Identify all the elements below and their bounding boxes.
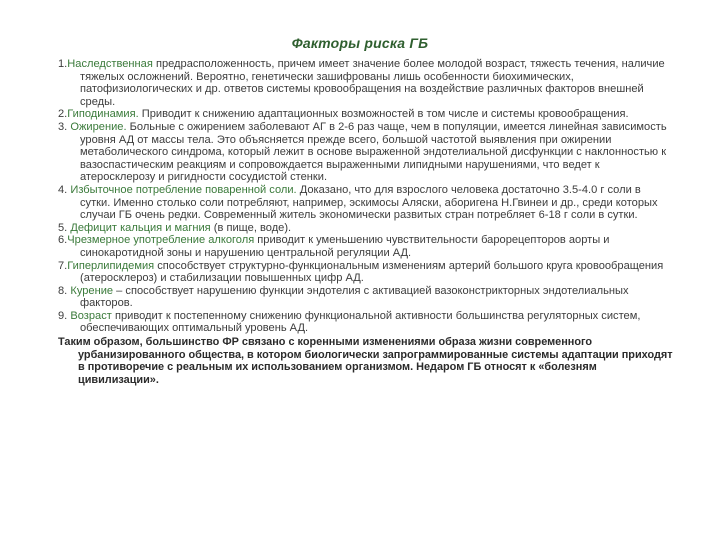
item-term: Возраст xyxy=(70,309,112,322)
risk-factor-7 xyxy=(58,260,674,285)
item-text: (в пище, воде). xyxy=(210,221,292,234)
item-number: 6. xyxy=(58,234,68,247)
item-term: Гиподинамия. xyxy=(67,108,139,121)
slide-title: Факторы риска ГБ xyxy=(291,35,429,51)
item-text: приводит к постепенному снижению функциональной активности большинства регуляторных систем, обеспечивающих оптимальный уровень АД. xyxy=(80,309,641,335)
item-number: 1. xyxy=(58,58,68,70)
item-number: 3. xyxy=(58,120,68,133)
risk-factor-9 xyxy=(58,310,674,335)
item-term: Наследственная xyxy=(67,58,153,70)
conclusion-paragraph: Таким образом, большинство ФР связано с коренными изменениями образа жизни современного урбанизированного общества, в котором биологически запрограммированные системы адаптации приходят в противоречие с реальным их использованием организмом. Недаром ГБ относят к «болезням цивилизации». xyxy=(58,336,673,386)
item-text: – способствует нарушению функции эндотелия с активацией вазоконстрикторных эндотелиальных факторов. xyxy=(80,284,629,310)
risk-factor-5 xyxy=(58,222,674,235)
risk-factor-6 xyxy=(58,234,674,259)
risk-factors-text xyxy=(58,58,674,386)
item-term: Чрезмерное употребление алкоголя xyxy=(67,234,255,247)
item-term: Ожирение. xyxy=(70,120,127,133)
item-text: предрасположенность, причем имеет значение более молодой возраст, тяжесть течения, наличие тяжелых осложнений. Вероятно, генетически зашифрованы лишь особенности биохимических, патофизиологических и др. ответов системы кровообращения на воздействие различных факторов внешней среды. xyxy=(80,58,665,108)
item-number: 5. xyxy=(58,221,68,234)
item-number: 4. xyxy=(58,183,68,196)
item-text: Приводит к снижению адаптационных возможностей в том числе и системы кровообращения. xyxy=(138,108,629,121)
risk-factor-2 xyxy=(58,108,674,121)
risk-factor-3 xyxy=(58,121,674,184)
item-term: Курение xyxy=(70,284,114,297)
item-number: 9. xyxy=(58,309,68,322)
item-term: Избыточное потребление поваренной соли. xyxy=(70,183,297,196)
item-term: Дефицит кальция и магния xyxy=(70,221,211,234)
item-text: приводит к уменьшению чувствительности барорецепторов аорты и синокаротидной зоны и нарушению центральной регуляции АД. xyxy=(80,234,610,259)
item-number: 8. xyxy=(58,284,68,297)
risk-factor-1 xyxy=(58,58,674,108)
item-text: способствует структурно-функциональным изменениям артерий большого круга кровообращения (атеросклероз) и стабилизации повышенных цифр АД. xyxy=(80,259,664,285)
item-number: 7. xyxy=(58,259,68,272)
item-text: Доказано, что для взрослого человека достаточно 3.5-4.0 г соли в сутки. Именно столько соли потребляют, например, эскимосы Аляски, аборигена Н.Гвинеи и др., среди которых случаи ГБ очень редки. Современный житель экономически развитых стран потребляет 6-18 г соли в сутки. xyxy=(80,183,658,222)
item-text: Больные с ожирением заболевают АГ в 2-6 раз чаще, чем в популяции, имеется линейная зависимость уровня АД от массы тела. Это объясняется прежде всего, большой частотой выявления при ожирении метаболического синдрома, который лежит в основе выраженной эндотелиальной дисфункции с наклонностью к вазоспастическим реакциям и сопровождается выраженными липидными нарушениями, что ведет к атеросклерозу и ригидности сосудистой стенки. xyxy=(80,120,667,184)
item-term: Гиперлипидемия xyxy=(67,259,155,272)
risk-factor-8 xyxy=(58,285,674,310)
risk-factor-4 xyxy=(58,184,674,222)
item-number: 2. xyxy=(58,108,68,121)
